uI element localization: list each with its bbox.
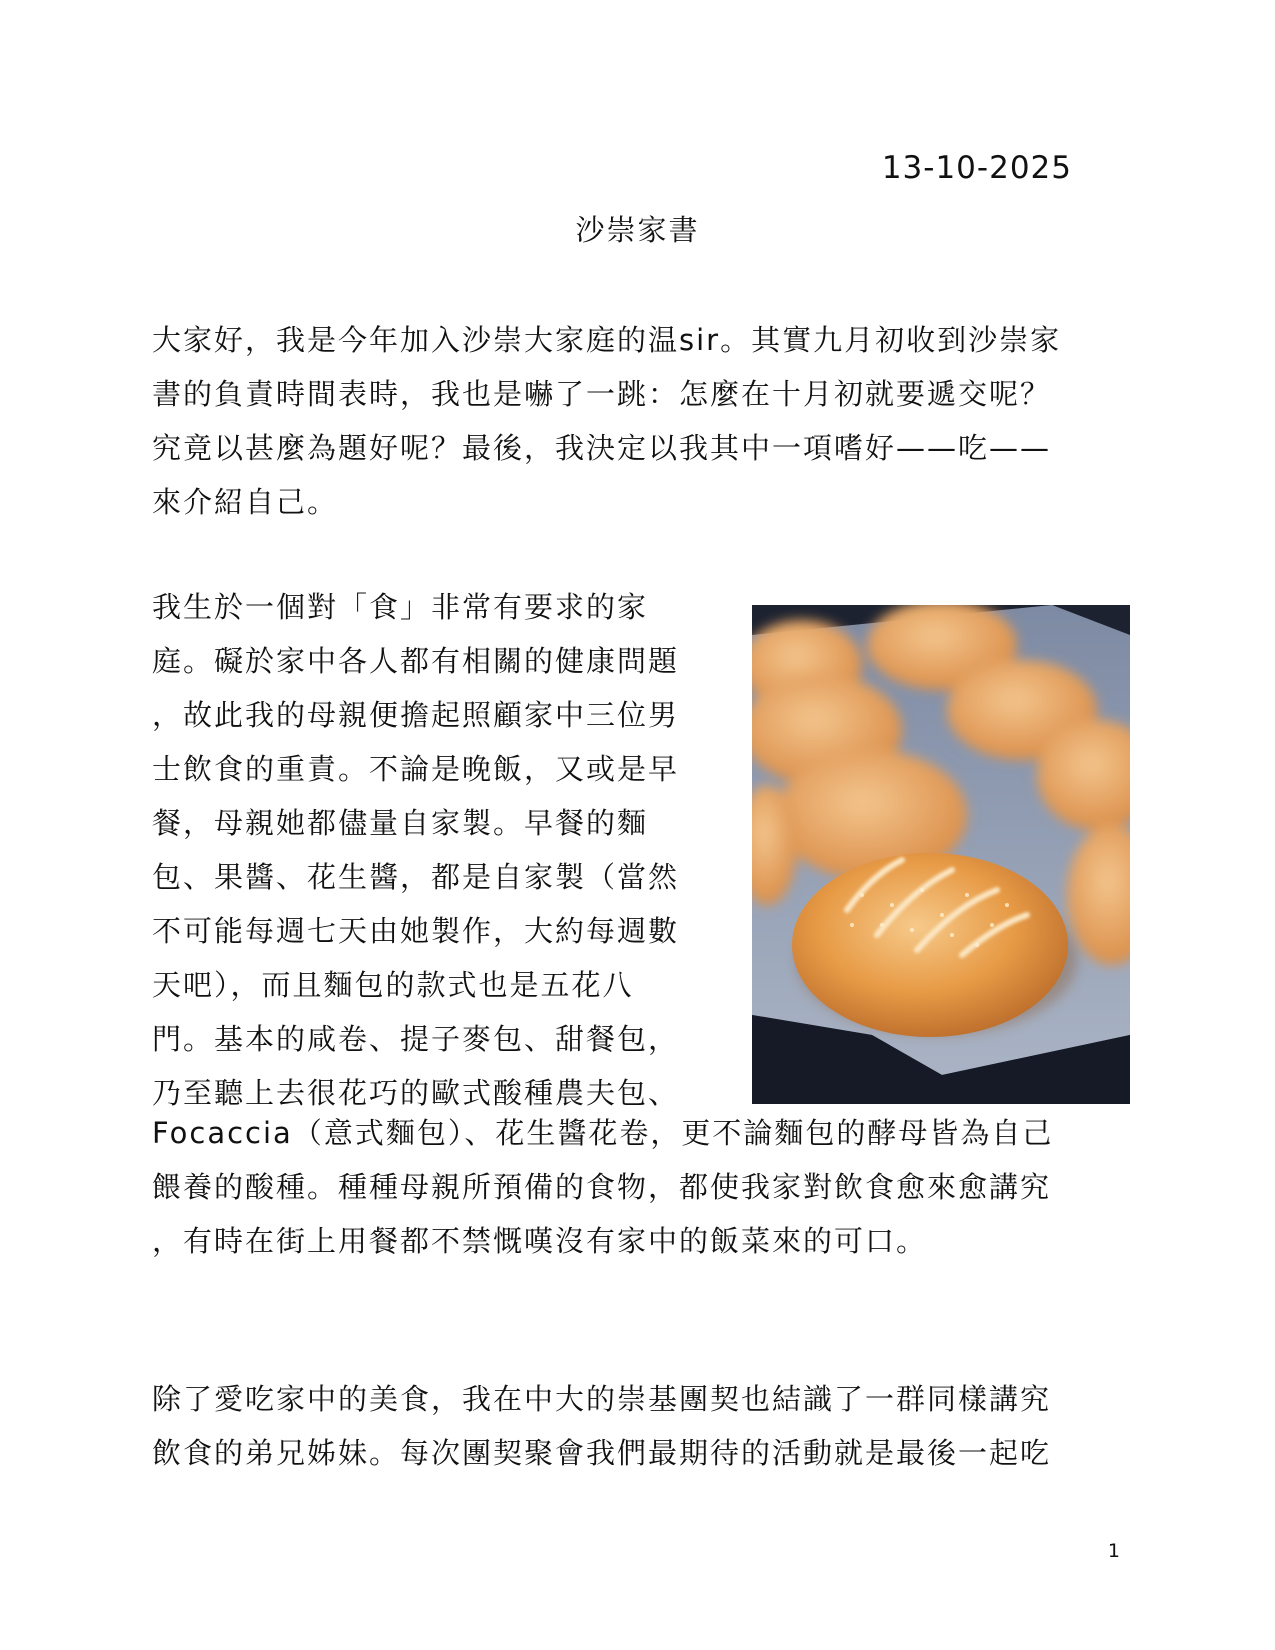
text-line: 天吧），而且麵包的款式也是五花八: [152, 968, 634, 1002]
text-line: 士飲食的重責。不論是晚飯，又或是早: [152, 752, 680, 786]
text-line: 乃至聽上去很花巧的歐式酸種農夫包、: [152, 1076, 680, 1110]
text-line: 包、果醬、花生醬，都是自家製（當然: [152, 860, 680, 894]
bread-rolls-photo: [752, 605, 1130, 1104]
text-line: 書的負責時間表時，我也是嚇了一跳：怎麼在十月初就要遞交呢？: [152, 377, 1052, 411]
document-title: 沙崇家書: [575, 213, 700, 247]
text-line: ，故此我的母親便擔起照顧家中三位男: [152, 698, 680, 732]
text-line: 究竟以甚麼為題好呢？最後，我決定以我其中一項嗜好——吃——: [152, 431, 1052, 465]
text-line: 來介紹自己。: [152, 485, 339, 519]
paragraph-family-food: [152, 580, 712, 1120]
text-line: 餵養的酸種。種種母親所預備的食物，都使我家對飲食愈來愈講究: [152, 1170, 1052, 1204]
paragraph-family-food-continued: [152, 1106, 1127, 1268]
text-line: 我生於一個對「食」非常有要求的家: [152, 590, 649, 624]
text-line: 除了愛吃家中的美食，我在中大的崇基團契也結識了一群同樣講究: [152, 1382, 1052, 1416]
page-number: 1: [1107, 1540, 1120, 1562]
text-line: 大家好，我是今年加入沙崇大家庭的温sir。其實九月初收到沙崇家: [152, 323, 1062, 357]
paragraph-fellowship: [152, 1372, 1127, 1480]
text-line: Focaccia（意式麵包）、花生醬花卷，更不論麵包的酵母皆為自己: [152, 1116, 1054, 1150]
paragraph-intro: [152, 313, 1127, 529]
text-line: 門。基本的咸卷、提子麥包、甜餐包，: [152, 1022, 680, 1056]
document-date: 13-10-2025: [881, 150, 1072, 186]
text-line: ，有時在街上用餐都不禁慨嘆沒有家中的飯菜來的可口。: [152, 1224, 928, 1258]
text-line: 庭。礙於家中各人都有相關的健康問題: [152, 644, 680, 678]
text-line: 不可能每週七天由她製作，大約每週數: [152, 914, 680, 948]
text-line: 飲食的弟兄姊妹。每次團契聚會我們最期待的活動就是最後一起吃: [152, 1436, 1052, 1470]
text-line: 餐，母親她都儘量自家製。早餐的麵: [152, 806, 649, 840]
